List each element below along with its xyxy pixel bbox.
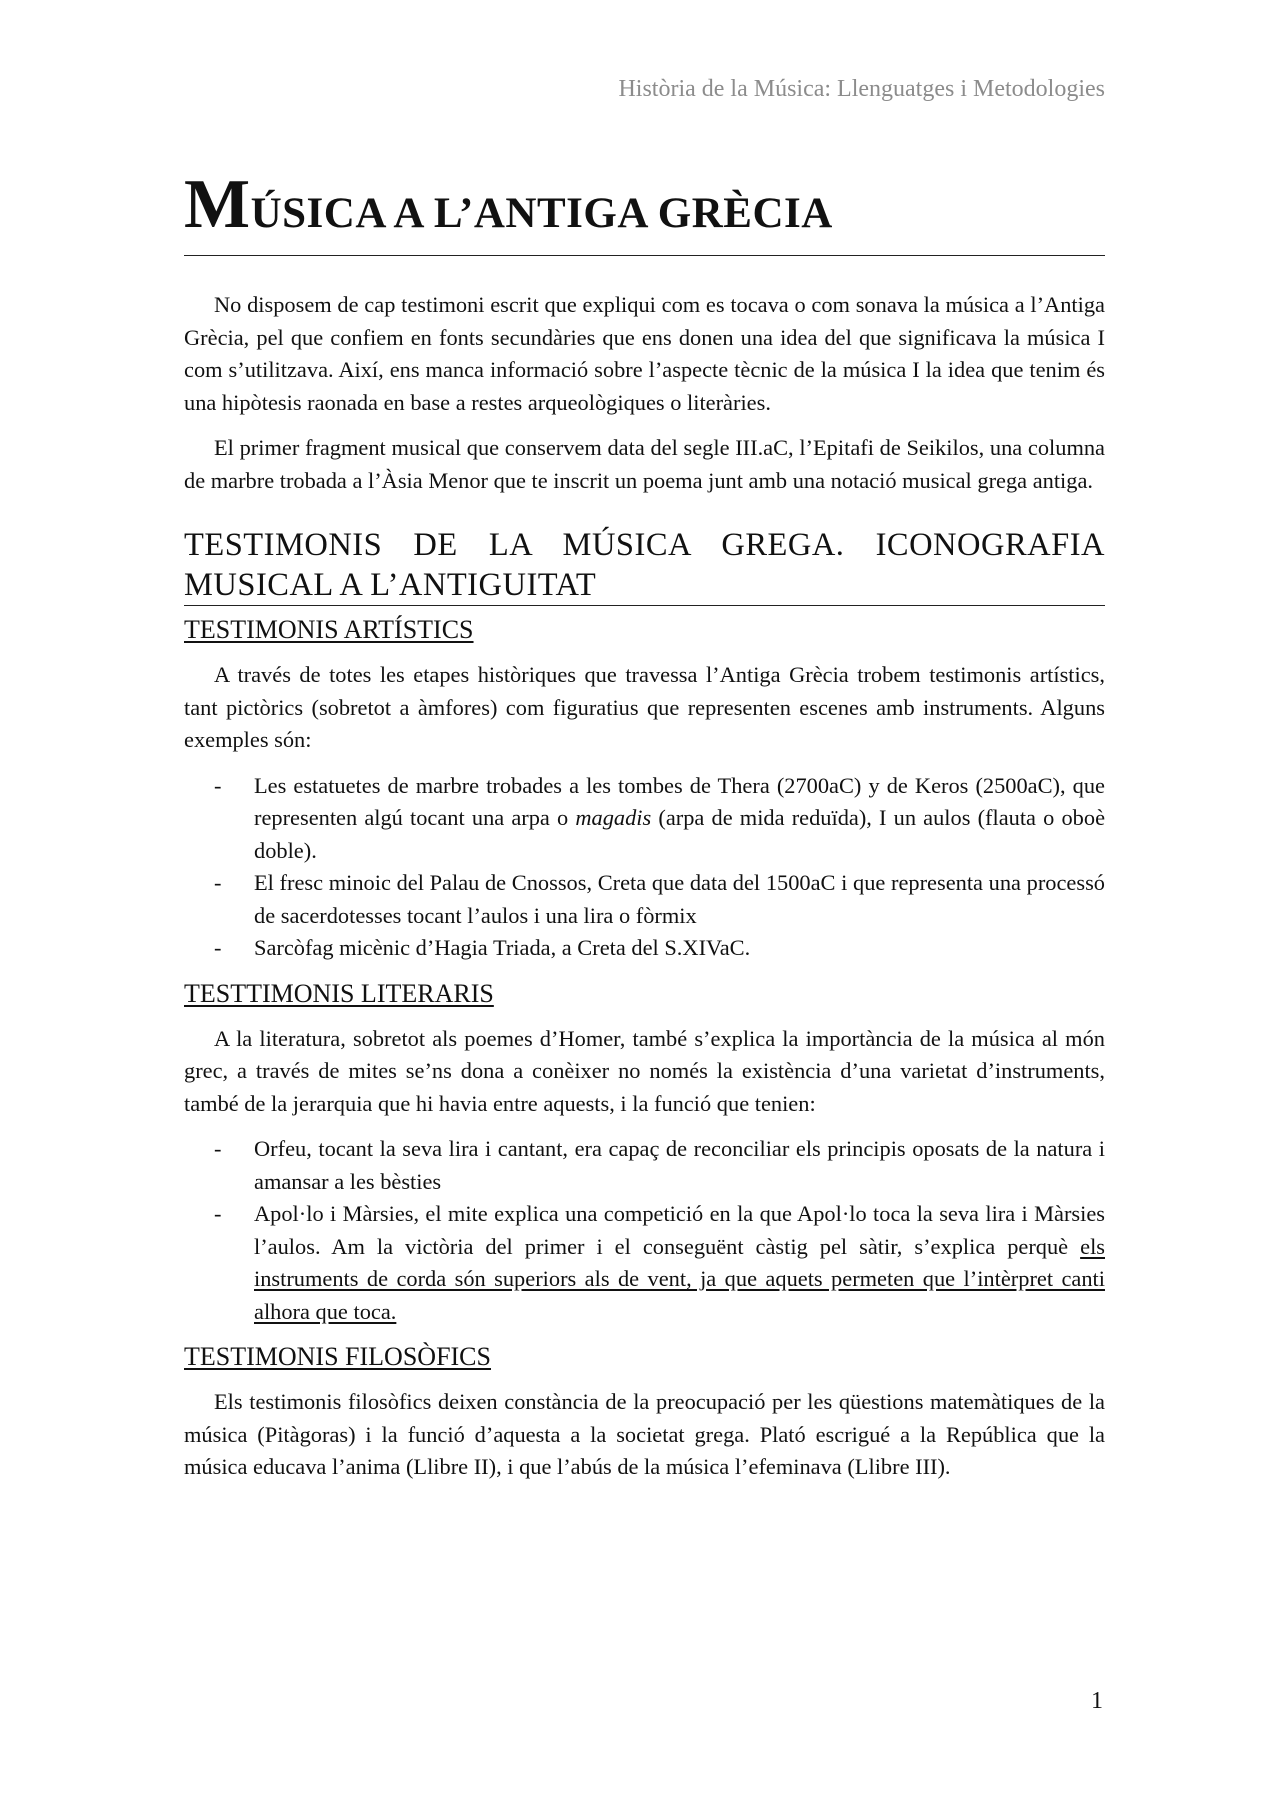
- filosofics-paragraph: Els testimonis filosòfics deixen constància de la preocupació per les qüestions matemàtiques de la música (Pitàgoras) i la funció d’aquesta a la societat grega. Plató escrigué a la República que la música educava l’anima (Llibre II), i que l’abús de la música l’efeminava (Llibre III).: [184, 1389, 1105, 1479]
- subheading-artistics: TESTIMONIS ARTÍSTICS: [184, 615, 474, 644]
- list-item-text: Orfeu, tocant la seva lira i cantant, era capaç de reconciliar els principis oposats de la natura i amansar a les bèsties: [254, 1136, 1105, 1194]
- list-item: [184, 867, 1105, 932]
- list-item: [184, 1198, 1105, 1328]
- page-content: [184, 166, 1106, 1497]
- running-header: Història de la Música: Llenguatges i Metodologies: [618, 76, 1105, 102]
- subheading-filosofics: TESTIMONIS FILOSÒFICS: [184, 1342, 491, 1371]
- list-item-text: El fresc minoic del Palau de Cnossos, Creta que data del 1500aC i que representa una processó de sacerdotesses tocant l’aulos i una lira o fòrmix: [254, 870, 1105, 928]
- artistics-list: [184, 770, 1105, 965]
- list-item: [184, 1133, 1105, 1198]
- literaris-list: [184, 1133, 1105, 1328]
- list-item-text: (arpa de mida reduïda), I un aulos (flauta o oboè doble).: [254, 805, 1106, 863]
- page-number: 1: [1091, 1688, 1103, 1714]
- literaris-paragraph: A la literatura, sobretot als poemes d’Homer, també s’explica la importància de la música al món grec, a través de mites se’ns dona a conèixer no només la existència d’una varietat d’instruments, també de la jerarquia que hi havia entre aquests, i la funció que tenien:: [184, 1025, 1105, 1116]
- list-bullet: -: [214, 1201, 222, 1226]
- list-bullet: -: [214, 772, 222, 798]
- list-item-text: Les estatuetes de marbre trobades a les tombes de Thera (2700aC) y de Keros (2500aC), que representen algú tocant una arpa o: [254, 772, 1105, 830]
- list-item-text: Apol·lo i Màrsies, el mite explica una competició en la que Apol·lo toca la seva lira i Màrsies l’aulos. Am la victòria del primer i el conseguënt càstig pel sàtir, s’explica perquè: [254, 1201, 1105, 1259]
- list-bullet: -: [214, 870, 222, 895]
- list-bullet: -: [214, 1136, 222, 1161]
- intro-paragraph-2: El primer fragment musical que conservem data del segle III.aC, l’Epitafi de Seikilos, una columna de marbre trobada a l’Àsia Menor que te inscrit un poema junt amb una notació musical grega antiga.: [184, 435, 1105, 493]
- title-dropcap: M: [184, 166, 251, 243]
- section-heading: TESTIMONIS DE LA MÚSICA GREGA. ICONOGRAFIA MUSICAL A L’ANTIGUITAT: [184, 527, 1105, 603]
- list-item-underlined-text: els instruments de corda són superiors als de vent, ja que aquets permeten que l’intèrpret canti alhora que toca.: [254, 1233, 1105, 1324]
- artistics-paragraph: A través de totes les etapes històriques que travessa l’Antiga Grècia trobem testimonis artístics, tant pictòrics (sobretot a àmfores) com figuratius que representen escenes amb instruments. Alguns exemples són:: [184, 662, 1105, 752]
- intro-paragraph-1: No disposem de cap testimoni escrit que expliqui com es tocava o com sonava la música a l’Antiga Grècia, pel que confiem en fonts secundàries que ens donen una idea del que significava la música I com s’utilitzava. Així, ens manca informació sobre l’aspecte tècnic de la música I la idea que tenim és una hipòtesis raonada en base a restes arqueològiques o literàries.: [184, 292, 1105, 415]
- title-rest: ÚSICA A L’ANTIGA GRÈCIA: [250, 190, 833, 237]
- page-title: [184, 166, 1105, 249]
- subheading-literaris: TESTTIMONIS LITERARIS: [184, 978, 494, 1008]
- title-block: [184, 166, 1105, 256]
- list-item-emphasis: magadis: [575, 805, 652, 830]
- list-item: [184, 932, 1105, 965]
- section-heading-block: [184, 525, 1105, 606]
- list-item-text: Sarcòfag micènic d’Hagia Triada, a Creta del S.XIVaC.: [254, 935, 751, 960]
- list-item: [184, 770, 1105, 868]
- list-bullet: -: [214, 935, 222, 960]
